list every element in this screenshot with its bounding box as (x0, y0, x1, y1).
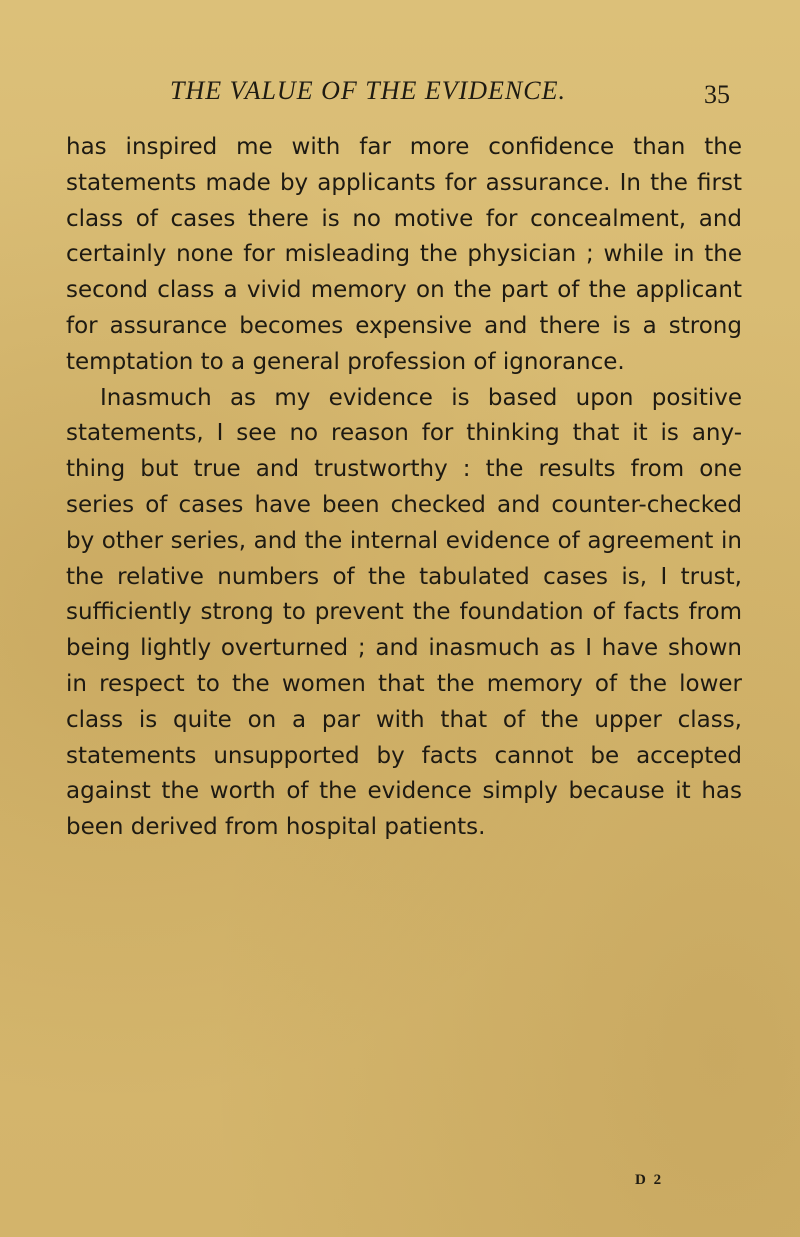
paragraph-continued: has inspired me with far more confidence than the statements made by applicants for assurance. In the first class of cases there is no motive for concealment, and certainly none for misleading the physician ; while in the second class a vivid memory on the part of the applicant for assurance becomes expensive and there is a strong temptation to a general profession of ignorance. (66, 134, 742, 375)
printer-signature-mark: D 2 (635, 1172, 664, 1188)
running-title: THE VALUE OF THE EVIDENCE. (170, 76, 566, 105)
page-header (170, 76, 730, 116)
page-number: 35 (704, 80, 730, 109)
paragraph: Inasmuch as my evidence is based upon positive statements, I see no reason for thinking that it is any-thing but true and trustworthy : the results from one series of cases have been checked and counter-checked by other series, and the internal evidence of agreement in the relative numbers of the tabulated cases is, I trust, sufficiently strong to prevent the foundation of facts from being lightly overturned ; and inasmuch as I have shown in respect to the women that the memory of the lower class is quite on a par with that of the upper class, statements unsupported by facts cannot be accepted against the worth of the evidence simply because it has been derived from hospital patients. (66, 384, 742, 841)
body-text (66, 130, 742, 846)
